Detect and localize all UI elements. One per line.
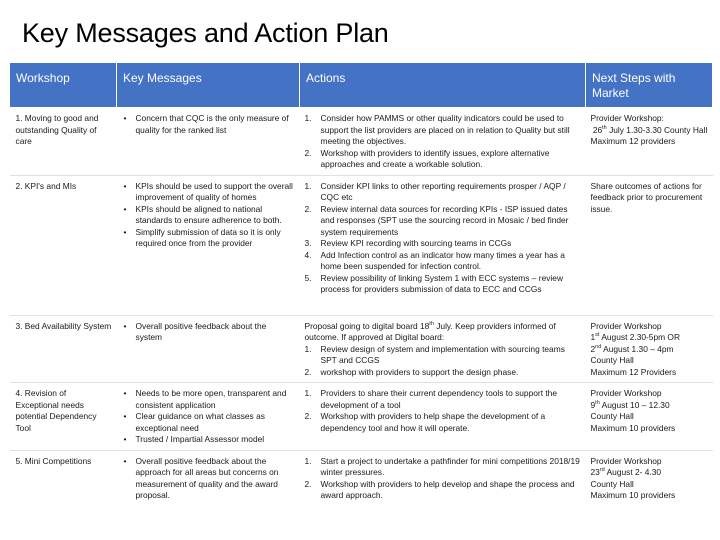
next-step-line: Provider Workshop bbox=[590, 320, 662, 331]
key-message-item: • Trusted / Impartial Assessor model bbox=[136, 434, 295, 446]
actions-cell bbox=[300, 383, 586, 451]
workshop-cell: 2. KPI's and MIs bbox=[10, 175, 117, 315]
actions-cell bbox=[300, 315, 586, 383]
next-step-line: Maximum 12 Providers bbox=[590, 366, 677, 377]
key-messages-cell bbox=[117, 175, 300, 315]
key-message-item: • Overall positive feedback about the system bbox=[136, 321, 295, 344]
key-messages-list bbox=[122, 113, 295, 136]
workshop-cell: 5. Mini Competitions bbox=[10, 450, 117, 506]
table-header-row bbox=[10, 63, 713, 108]
table-row bbox=[10, 175, 713, 315]
action-item: Workshop with providers to identify issues, explore alternative approaches and create a workable solution. bbox=[320, 147, 550, 169]
next-step-line: 23rd August 2- 4.30 bbox=[590, 467, 662, 477]
next-step-line: County Hall bbox=[590, 355, 634, 365]
workshop-cell: 1. Moving to good and outstanding Quality of care bbox=[10, 108, 117, 176]
table-row bbox=[10, 315, 713, 383]
action-item: Review design of system and implementation with sourcing teams SPT and CCGS bbox=[320, 343, 565, 365]
next-step-line: Provider Workshop bbox=[590, 455, 662, 466]
actions-cell bbox=[300, 175, 586, 315]
header-next-steps: Next Steps with Market bbox=[586, 63, 713, 108]
actions-list bbox=[305, 388, 581, 434]
next-step-line: Share outcomes of actions for feedback prior to procurement issue. bbox=[590, 180, 705, 214]
action-item: Review KPI recording with sourcing teams in CCGs bbox=[320, 238, 512, 248]
key-message-item: • Overall positive feedback about the approach for all areas but concerns on measurement of quality and the award proposal. bbox=[136, 456, 295, 502]
next-step-line: Maximum 10 providers bbox=[590, 422, 676, 433]
action-plan-table bbox=[9, 62, 713, 506]
action-item: Workshop with providers to help develop and shape the process and award approach. bbox=[320, 478, 575, 500]
workshop-cell: 4. Revision of Exceptional needs potential Dependency Tool bbox=[10, 383, 117, 451]
next-step-line: County Hall bbox=[590, 478, 634, 489]
action-item: Review internal data sources for recording KPIs - ISP issued dates and responses (SPT use the sourcing record in Mosaic / bed finder system requirements bbox=[320, 203, 569, 237]
table-row bbox=[10, 383, 713, 451]
next-step-line: 2nd August 1.30 – 4pm bbox=[590, 343, 674, 354]
key-messages-list bbox=[122, 388, 295, 446]
actions-list bbox=[305, 344, 581, 379]
key-message-item: • Simplify submission of data so it is only required once from the provider bbox=[136, 227, 295, 250]
next-step-line: 9th August 10 – 12.30 bbox=[590, 399, 670, 410]
key-message-item: • KPIs should be aligned to national standards to ensure adherence to both. bbox=[136, 204, 295, 227]
next-step-line: County Hall bbox=[590, 411, 634, 421]
next-steps-cell bbox=[586, 175, 713, 315]
next-step-line: 26th July 1.30-3.30 County Hall bbox=[590, 124, 708, 135]
actions-cell bbox=[300, 108, 586, 176]
next-step-line: Maximum 12 providers bbox=[590, 136, 676, 146]
actions-list bbox=[305, 181, 581, 296]
action-item: Consider how PAMMS or other quality indicators could be used to support the list providers are placed on in relation to Quality but still meeting the objectives. bbox=[320, 113, 570, 146]
action-item: workshop with providers to support the design phase. bbox=[320, 366, 519, 377]
actions-list bbox=[305, 113, 581, 171]
key-message-item: • Needs to be more open, transparent and consistent application bbox=[136, 388, 295, 411]
key-messages-cell bbox=[117, 315, 300, 383]
table-row bbox=[10, 450, 713, 506]
next-steps-cell bbox=[586, 315, 713, 383]
key-messages-cell bbox=[117, 383, 300, 451]
key-messages-list bbox=[122, 181, 295, 250]
action-item: Consider KPI links to other reporting requirements prosper / AQP / CQC etc bbox=[320, 180, 566, 202]
action-item: Providers to share their current dependency tools to support the development of a tool bbox=[320, 388, 557, 410]
next-steps-cell bbox=[586, 108, 713, 176]
header-workshop: Workshop bbox=[10, 63, 117, 108]
header-key-messages: Key Messages bbox=[117, 63, 300, 108]
action-item: Add Infection control as an indicator how many times a year has a home been suspended for infection control. bbox=[320, 249, 565, 271]
next-steps-cell bbox=[586, 450, 713, 506]
key-message-item: • Clear guidance on what classes as exceptional need bbox=[136, 411, 295, 434]
workshop-cell: 3. Bed Availability System bbox=[10, 315, 117, 383]
next-steps-cell bbox=[586, 383, 713, 451]
action-item: Review possibility of linking System 1 with ECC systems – review process for providers submission of data to ECC and CCGs bbox=[320, 272, 563, 294]
table-row bbox=[10, 108, 713, 176]
next-step-line: Provider Workshop: bbox=[590, 113, 664, 123]
page-title: Key Messages and Action Plan bbox=[22, 18, 389, 48]
key-messages-list bbox=[122, 456, 295, 502]
actions-intro: Proposal going to digital board 18th July. Keep providers informed of outcome. If approved at Digital board: bbox=[304, 320, 556, 342]
next-step-line: Maximum 10 providers bbox=[590, 490, 676, 500]
actions-cell bbox=[300, 450, 586, 506]
actions-list bbox=[305, 456, 581, 502]
next-step-line: Provider Workshop bbox=[590, 388, 662, 398]
action-item: Workshop with providers to help shape the development of a dependency tool and how it will operate. bbox=[320, 411, 546, 433]
key-message-item: • Concern that CQC is the only measure of quality for the ranked list bbox=[136, 113, 295, 136]
action-item: Start a project to undertake a pathfinder for mini competitions 2018/19 winter pressures. bbox=[320, 455, 580, 477]
key-messages-cell bbox=[117, 108, 300, 176]
key-messages-cell bbox=[117, 450, 300, 506]
next-step-line: 1st August 2.30-5pm OR bbox=[590, 332, 680, 342]
header-actions: Actions bbox=[300, 63, 586, 108]
key-message-item: • KPIs should be used to support the overall improvement of quality of homes bbox=[136, 181, 295, 204]
key-messages-list bbox=[122, 321, 295, 344]
